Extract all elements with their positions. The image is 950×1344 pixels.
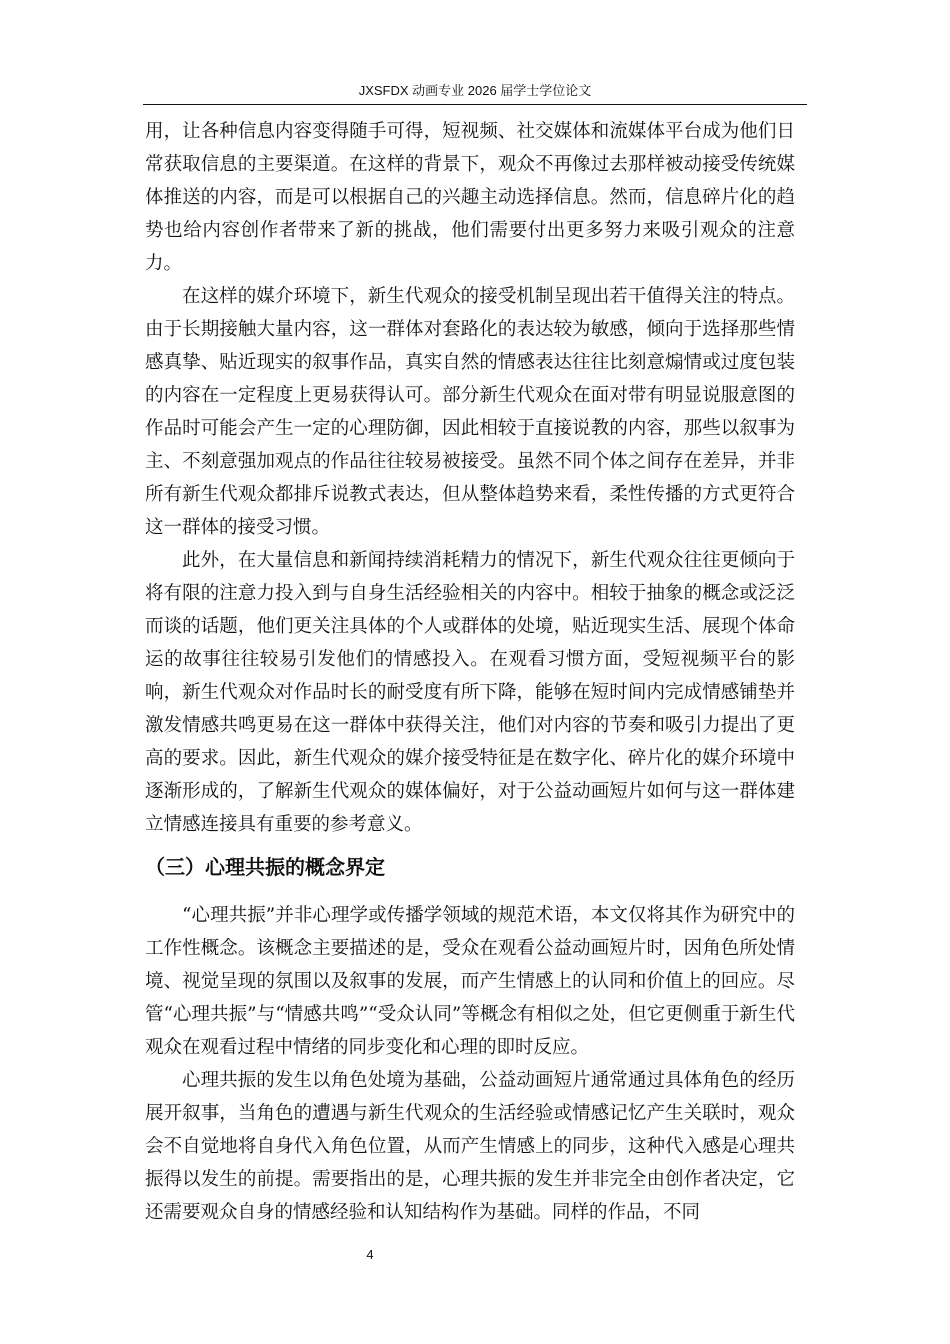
paragraph-1: 用，让各种信息内容变得随手可得，短视频、社交媒体和流媒体平台成为他们日常获取信息的主要渠道。在这样的背景下，观众不再像过去那样被动接受传统媒体推送的内容，而是可以根据自己的兴趣主动选择信息。然而，信息碎片化的趋势也给内容创作者带来了新的挑战，他们需要付出更多努力来吸引观众的注意力。 (145, 121, 795, 274)
section-heading: （三）心理共振的概念界定 (145, 855, 385, 879)
header-rule (143, 104, 807, 105)
paragraph-3: 此外，在大量信息和新闻持续消耗精力的情况下，新生代观众往往更倾向于将有限的注意力投入到与自身生活经验相关的内容中。相较于抽象的概念或泛泛而谈的话题，他们更关注具体的个人或群体的处境，贴近现实生活、展现个体命运的故事往往较易引发他们的情感投入。在观看习惯方面，受短视频平台的影响，新生代观众对作品时长的耐受度有所下降，能够在短时间内完成情感铺垫并激发情感共鸣更易在这一群体中获得关注，他们对内容的节奏和吸引力提出了更高的要求。因此，新生代观众的媒介接受特征是在数字化、碎片化的媒介环境中逐渐形成的，了解新生代观众的媒体偏好，对于公益动画短片如何与这一群体建立情感连接具有重要的参考意义。 (145, 550, 795, 835)
paragraph-5: 心理共振的发生以角色处境为基础，公益动画短片通常通过具体角色的经历展开叙事，当角色的遭遇与新生代观众的生活经验或情感记忆产生关联时，观众会不自觉地将自身代入角色位置，从而产生情感上的同步，这种代入感是心理共振得以发生的前提。需要指出的是，心理共振的发生并非完全由创作者决定，它还需要观众自身的情感经验和认知结构作为基础。同样的作品，不同 (145, 1070, 795, 1223)
body-text (145, 115, 795, 1229)
paragraph-4: “心理共振”并非心理学或传播学领域的规范术语，本文仅将其作为研究中的工作性概念。该概念主要描述的是，受众在观看公益动画短片时，因角色所处情境、视觉呈现的氛围以及叙事的发展，而产生情感上的认同和价值上的回应。尽管“心理共振”与“情感共鸣”“受众认同”等概念有相似之处，但它更侧重于新生代观众在观看过程中情绪的同步变化和心理的即时反应。 (145, 905, 795, 1058)
page-number: 4 (366, 1247, 374, 1262)
paragraph-2: 在这样的媒介环境下，新生代观众的接受机制呈现出若干值得关注的特点。由于长期接触大量内容，这一群体对套路化的表达较为敏感，倾向于选择那些情感真挚、贴近现实的叙事作品，真实自然的情感表达往往比刻意煽情或过度包装的内容在一定程度上更易获得认可。部分新生代观众在面对带有明显说服意图的作品时可能会产生一定的心理防御，因此相较于直接说教的内容，那些以叙事为主、不刻意强加观点的作品往往较易被接受。虽然不同个体之间存在差异，并非所有新生代观众都排斥说教式表达，但从整体趋势来看，柔性传播的方式更符合这一群体的接受习惯。 (145, 286, 795, 538)
running-header: JXSFDX 动画专业 2026 届学士学位论文 (358, 83, 592, 98)
